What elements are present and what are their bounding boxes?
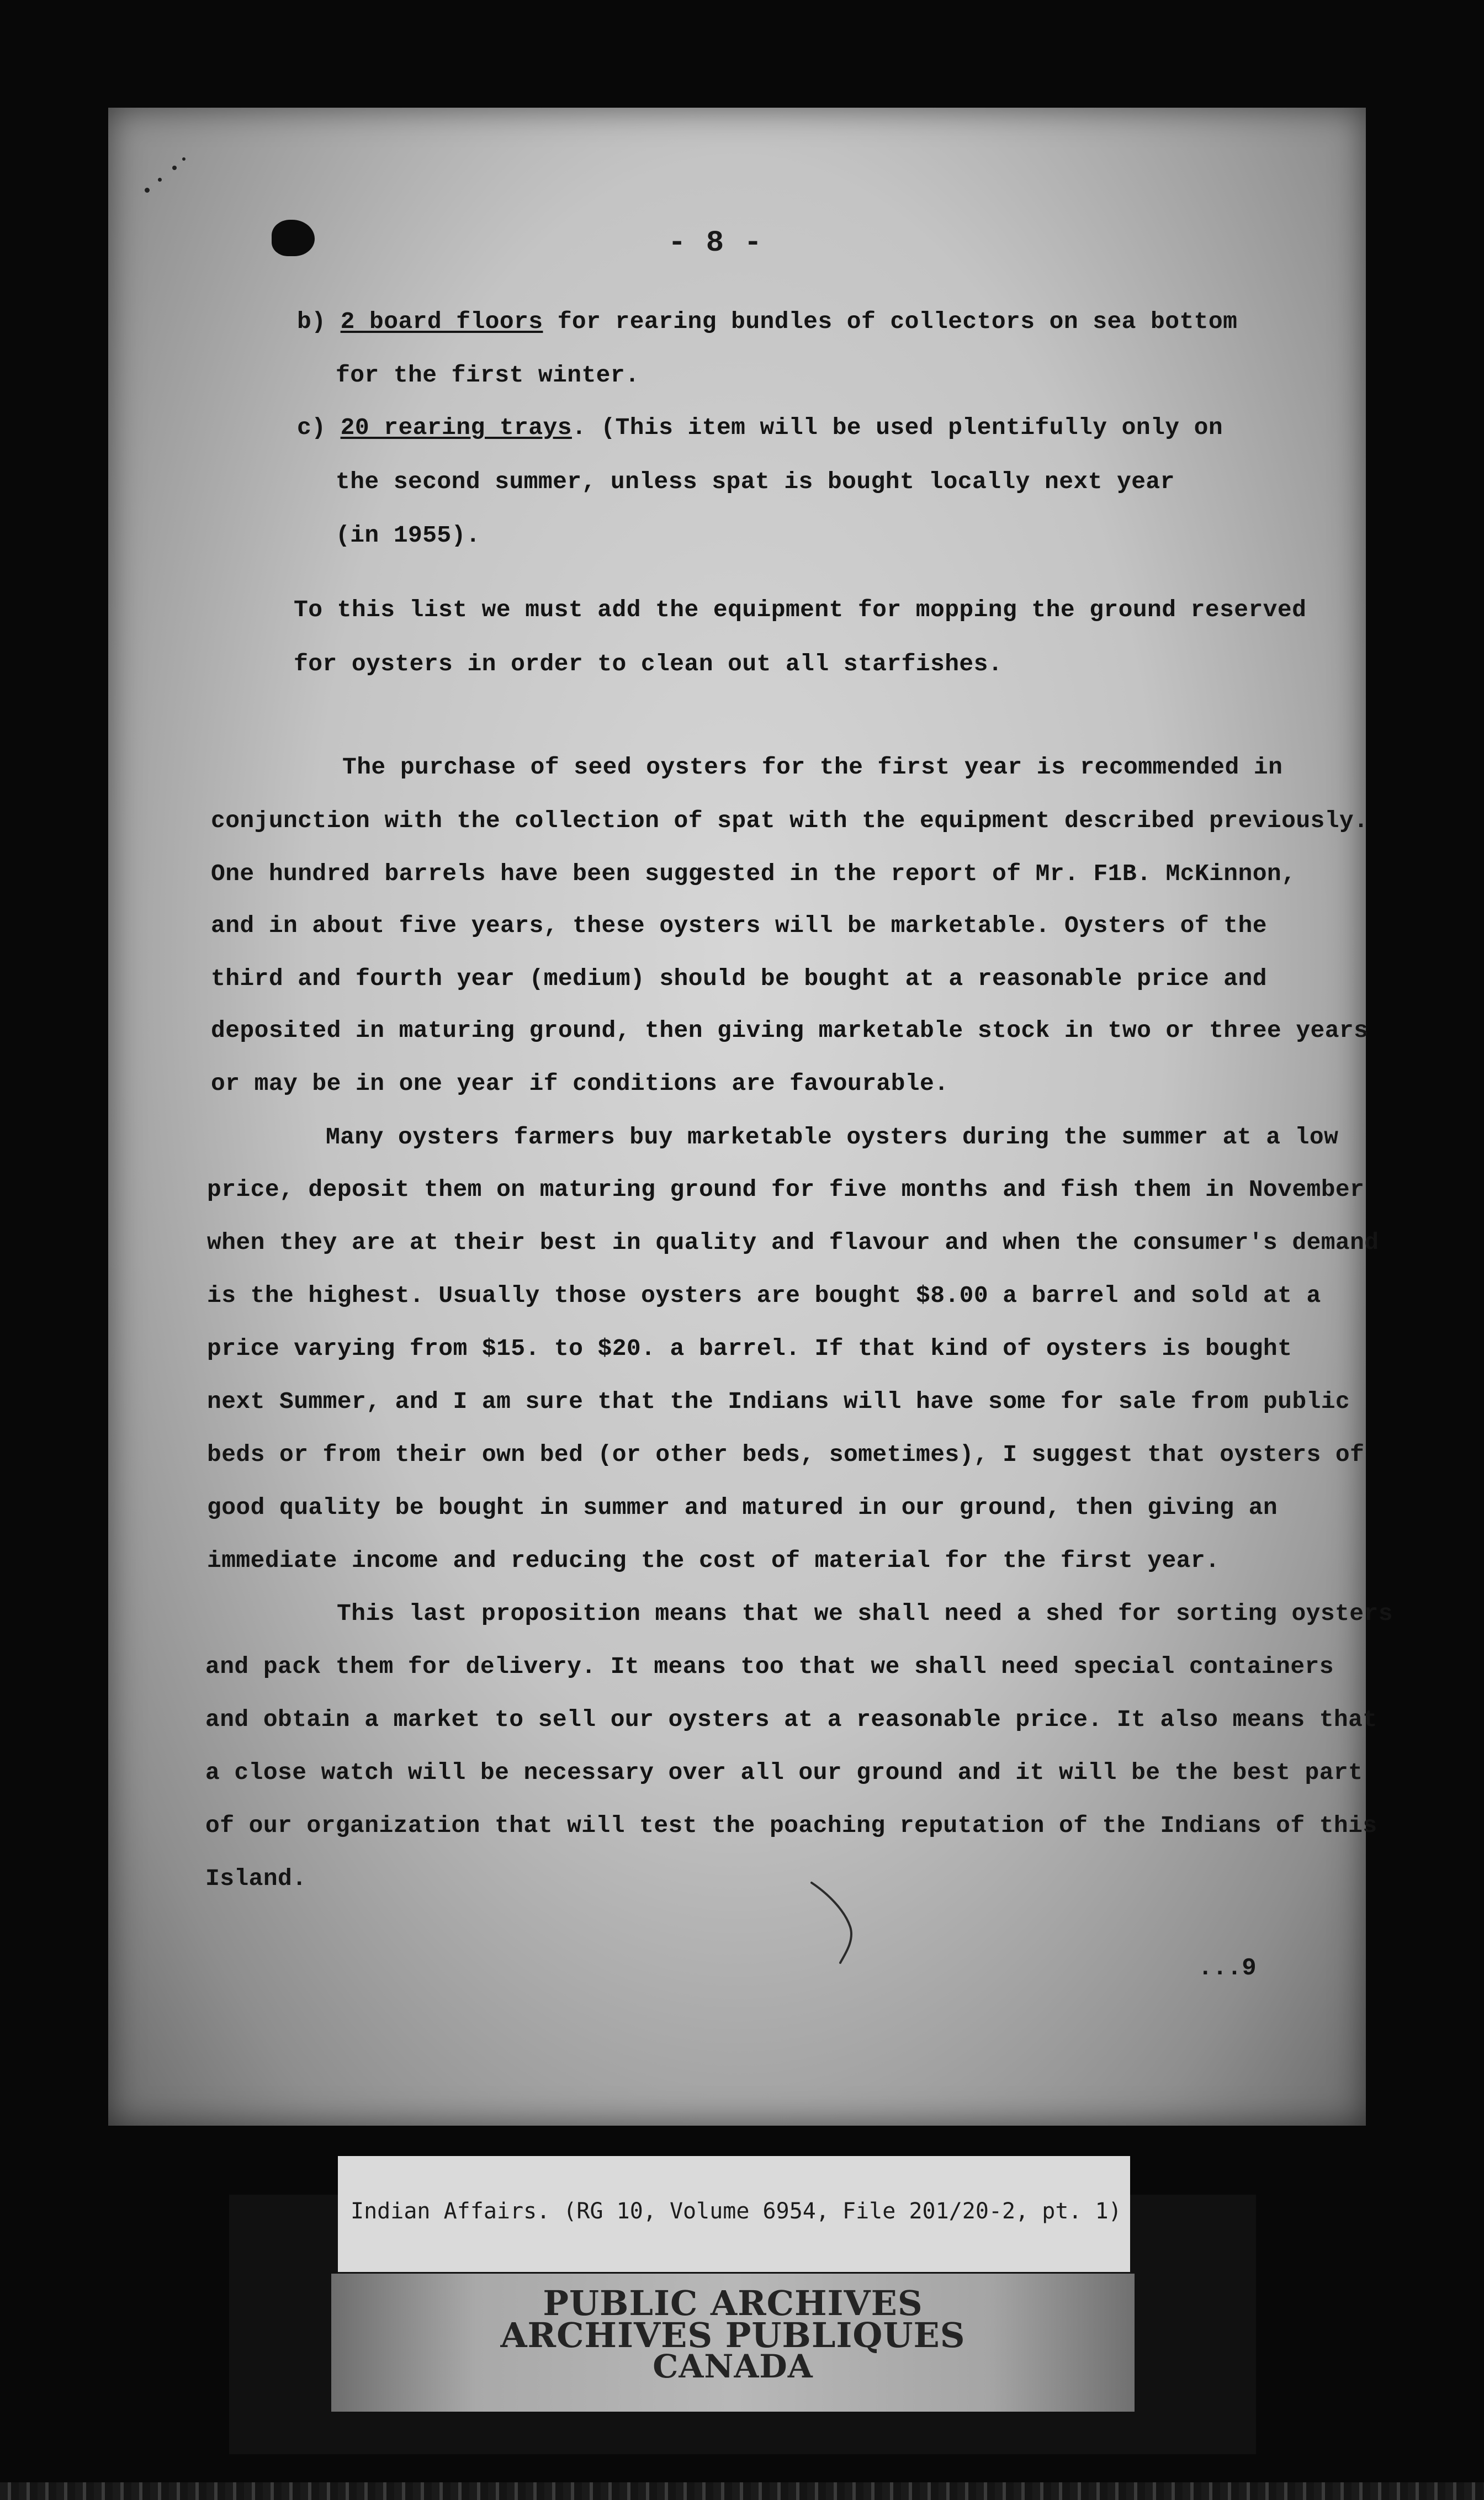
text-line: for the first winter. bbox=[336, 362, 640, 389]
text-line: beds or from their own bed (or other beds, sometimes), I suggest that oysters of bbox=[207, 1441, 1365, 1468]
archive-stamp-line: ARCHIVES PUBLIQUES bbox=[500, 2315, 966, 2355]
archive-stamp-line: CANADA bbox=[653, 2348, 813, 2385]
text-line: One hundred barrels have been suggested in the report of Mr. F1B. McKinnon, bbox=[211, 860, 1296, 887]
text-line: a close watch will be necessary over all our ground and it will be the best part bbox=[205, 1759, 1363, 1786]
text-line: deposited in maturing ground, then giving marketable stock in two or three years bbox=[211, 1017, 1369, 1044]
text-line: conjunction with the collection of spat with the equipment described previously. bbox=[211, 807, 1369, 834]
text-line: Many oysters farmers buy marketable oysters during the summer at a low bbox=[326, 1124, 1339, 1151]
archive-citation: Indian Affairs. (RG 10, Volume 6954, File 201/20-2, pt. 1) bbox=[351, 2199, 1122, 2224]
text-line: price varying from $15. to $20. a barrel. If that kind of oysters is bought bbox=[207, 1335, 1292, 1362]
text-line: The purchase of seed oysters for the first year is recommended in bbox=[342, 754, 1283, 781]
text-line: To this list we must add the equipment for mopping the ground reserved bbox=[294, 596, 1307, 623]
film-edge bbox=[0, 2482, 1484, 2500]
text-line: This last proposition means that we shall need a shed for sorting oysters bbox=[337, 1600, 1393, 1627]
text-line: b) 2 board floors for rearing bundles of collectors on sea bottom bbox=[297, 308, 1238, 335]
text-line: price, deposit them on maturing ground for five months and fish them in November bbox=[207, 1176, 1365, 1203]
text-line: is the highest. Usually those oysters are bought $8.00 a barrel and sold at a bbox=[207, 1282, 1321, 1309]
text-line: and pack them for delivery. It means too that we shall need special containers bbox=[205, 1653, 1334, 1680]
film-speck bbox=[172, 166, 177, 170]
text-line: for oysters in order to clean out all starfishes. bbox=[294, 650, 1003, 677]
ink-blot bbox=[272, 220, 315, 256]
underlined-item: 2 board floors bbox=[340, 308, 543, 335]
page-number: - 8 - bbox=[668, 226, 764, 260]
text-line: and obtain a market to sell our oysters at a reasonable price. It also means that bbox=[205, 1706, 1377, 1733]
continuation-marker: ...9 bbox=[1198, 1955, 1257, 1982]
text-line: c) 20 rearing trays. (This item will be used plentifully only on bbox=[297, 414, 1223, 441]
text-line: Island. bbox=[205, 1865, 307, 1892]
text-line: or may be in one year if conditions are favourable. bbox=[211, 1070, 949, 1097]
text-line: when they are at their best in quality and flavour and when the consumer's demand bbox=[207, 1229, 1379, 1256]
underlined-item: 20 rearing trays bbox=[340, 414, 572, 441]
film-speck bbox=[158, 178, 162, 182]
text-line: good quality be bought in summer and matured in our ground, then giving an bbox=[207, 1494, 1278, 1521]
text-line: the second summer, unless spat is bought locally next year bbox=[336, 468, 1175, 495]
text-line: of our organization that will test the poaching reputation of the Indians of this bbox=[205, 1812, 1377, 1839]
text-line: next Summer, and I am sure that the Indians will have some for sale from public bbox=[207, 1388, 1350, 1415]
text-line: and in about five years, these oysters will be marketable. Oysters of the bbox=[211, 912, 1267, 939]
text-line: immediate income and reducing the cost of material for the first year. bbox=[207, 1547, 1220, 1574]
pencil-mark bbox=[806, 1872, 872, 1971]
archive-stamp-line: PUBLIC ARCHIVES bbox=[543, 2283, 923, 2323]
film-speck bbox=[145, 188, 150, 193]
film-speck bbox=[182, 157, 186, 161]
text-line: third and fourth year (medium) should be bought at a reasonable price and bbox=[211, 965, 1267, 992]
text-line: (in 1955). bbox=[336, 522, 481, 549]
